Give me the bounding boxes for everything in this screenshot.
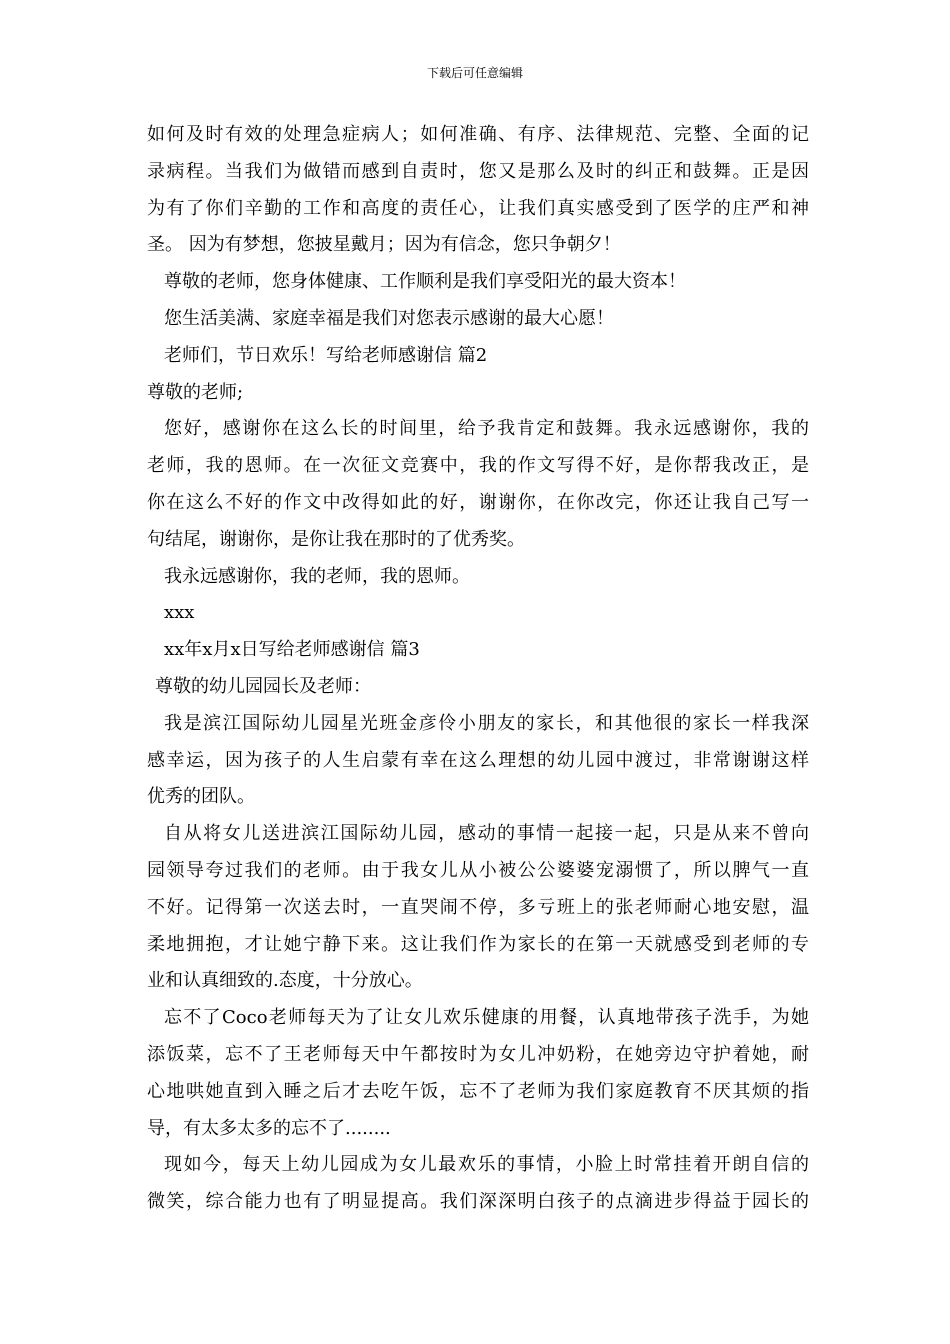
section-heading: 老师们，节日欢乐！写给老师感谢信 篇2 (164, 344, 488, 366)
text-line: 你在这么不好的作文中改得如此的好，谢谢你，在你改完，你还让我自己写一 (147, 491, 809, 513)
text-line: 导，有太多太多的忘不了........ (147, 1117, 391, 1139)
text-line: 圣。 因为有梦想，您披星戴月；因为有信念，您只争朝夕！ (147, 234, 621, 256)
signature: xxx (164, 602, 195, 624)
text-line: 尊敬的老师，您身体健康、工作顺利是我们享受阳光的最大资本！ (164, 271, 686, 293)
text-line: 柔地拥抱，才让她宁静下来。这让我们作为家长的在第一天就感受到老师的专 (147, 933, 809, 955)
text-line: 感幸运，因为孩子的人生启蒙有幸在这么理想的幼儿园中渡过，非常谢谢这样 (147, 749, 809, 771)
document-body (147, 117, 809, 1221)
text-line: 句结尾，谢谢你，是你让我在那时的了优秀奖。 (147, 528, 525, 550)
page-header: 下载后可任意编辑 (426, 66, 523, 80)
text-line: 心地哄她直到入睡之后才去吃午饭，忘不了老师为我们家庭教育不厌其烦的指 (147, 1080, 809, 1102)
text-line: 业和认真细致的.态度，十分放心。 (147, 970, 423, 992)
text-line: 您生活美满、家庭幸福是我们对您表示感谢的最大心愿！ (164, 307, 614, 329)
text-line: 您好，感谢你在这么长的时间里，给予我肯定和鼓舞。我永远感谢你，我的 (164, 418, 809, 440)
text-line: 老师，我的恩师。在一次征文竞赛中，我的作文写得不好，是你帮我改正，是 (147, 455, 809, 477)
text-line: 优秀的团队。 (147, 786, 255, 808)
text-line: 园领导夸过我们的老师。由于我女儿从小被公公婆婆宠溺惯了，所以脾气一直 (147, 859, 809, 881)
text-line: 录病程。当我们为做错而感到自责时，您又是那么及时的纠正和鼓舞。正是因 (147, 160, 809, 182)
text-line: 添饭菜，忘不了王老师每天中午都按时为女儿冲奶粉，在她旁边守护着她，耐 (147, 1043, 809, 1065)
text-line: 现如今，每天上幼儿园成为女儿最欢乐的事情，小脸上时常挂着开朗自信的 (164, 1154, 809, 1176)
text-line: 我是滨江国际幼儿园星光班金彦伶小朋友的家长，和其他很的家长一样我深 (164, 712, 809, 734)
text-line: 如何及时有效的处理急症病人；如何准确、有序、法律规范、完整、全面的记 (147, 124, 809, 145)
text-line: 忘不了Coco老师每天为了让女儿欢乐健康的用餐，认真地带孩子洗手，为她 (164, 1007, 809, 1029)
text-line: 自从将女儿送进滨江国际幼儿园，感动的事情一起接一起，只是从来不曾向 (164, 823, 809, 845)
section-heading: xx年x月x日写给老师感谢信 篇3 (164, 639, 420, 661)
text-line: 不好。记得第一次送去时，一直哭闹不停，多亏班上的张老师耐心地安慰，温 (147, 896, 809, 918)
text-line: 为有了你们辛勤的工作和高度的责任心，让我们真实感受到了医学的庄严和神 (147, 197, 809, 219)
text-line: 微笑，综合能力也有了明显提高。我们深深明白孩子的点滴进步得益于园长的 (147, 1191, 809, 1213)
salutation: 尊敬的幼儿园园长及老师： (155, 675, 371, 697)
text-line: 我永远感谢你，我的老师，我的恩师。 (164, 565, 470, 587)
salutation: 尊敬的老师; (147, 381, 244, 403)
